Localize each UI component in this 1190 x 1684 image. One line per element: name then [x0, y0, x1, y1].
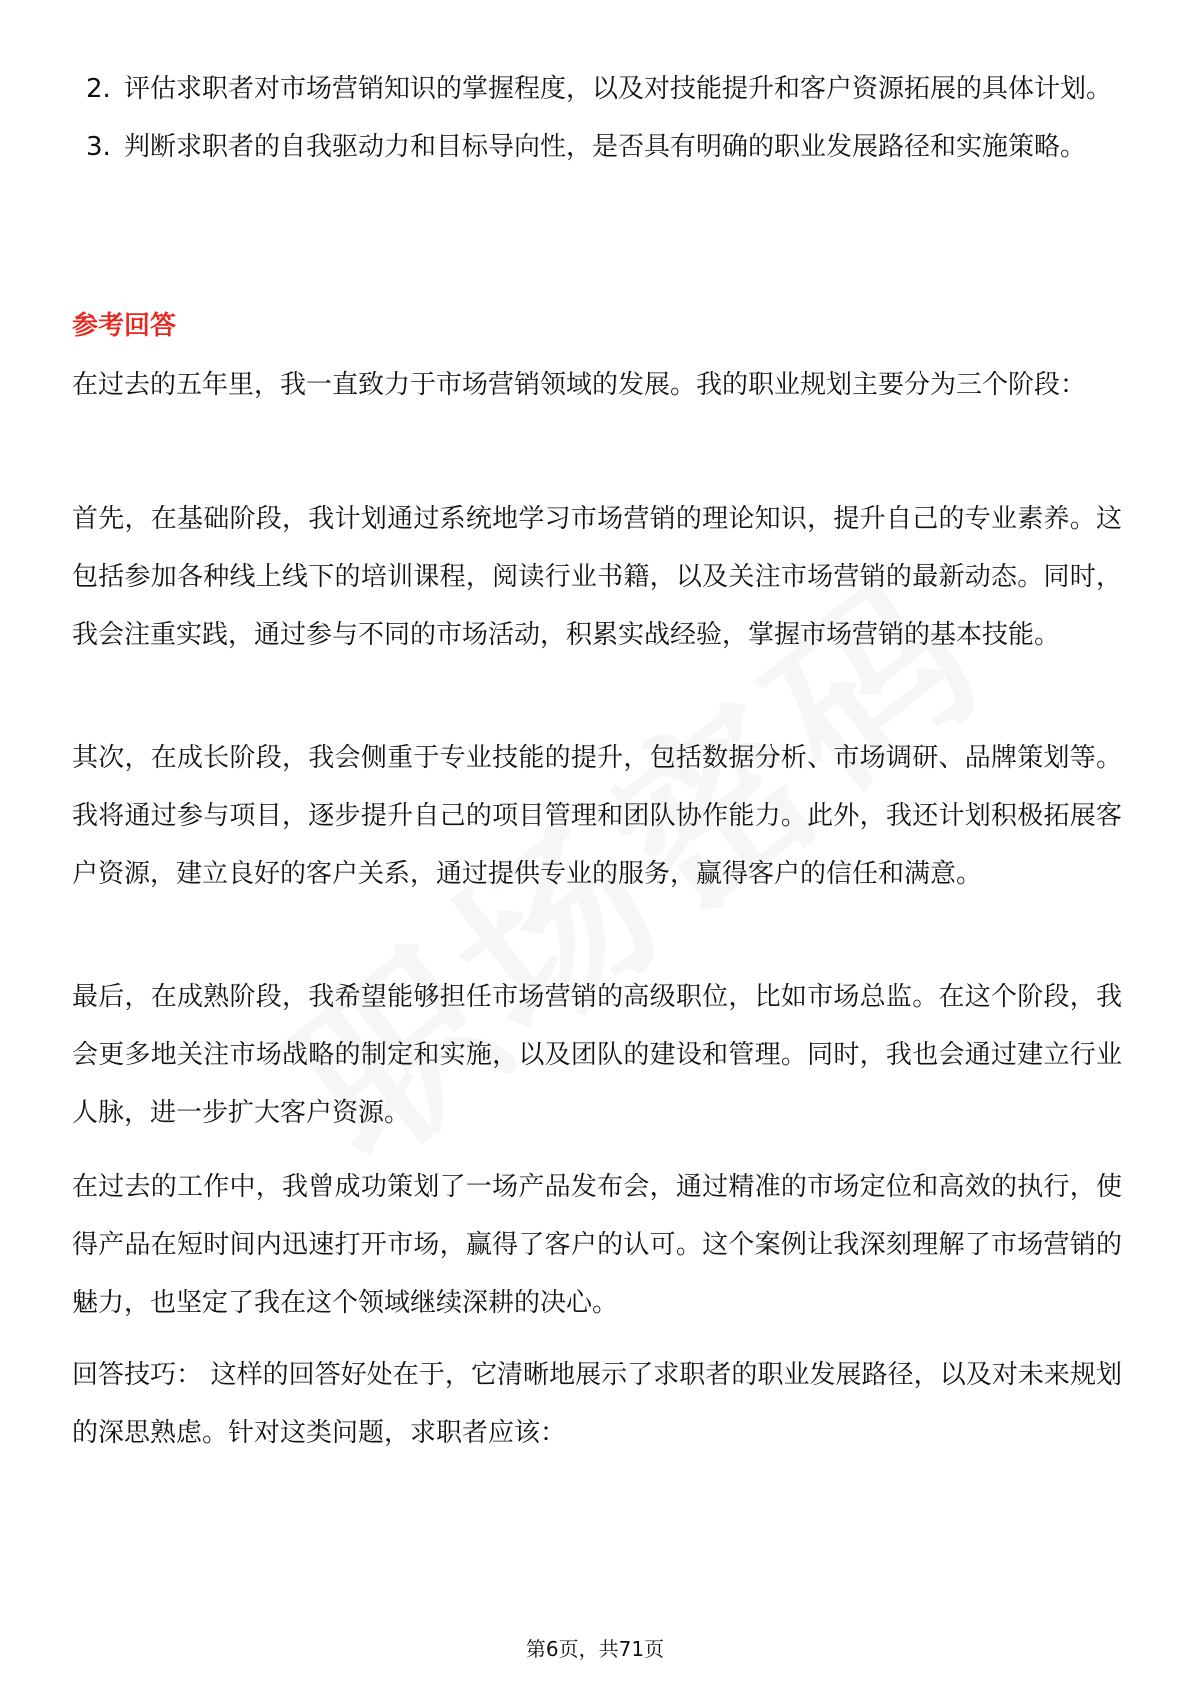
- paragraph-tips: 回答技巧： 这样的回答好处在于，它清晰地展示了求职者的职业发展路径，以及对未来规划的深思熟虑。针对这类问题，求职者应该：: [72, 1360, 1122, 1448]
- criteria-list: [72, 60, 1122, 176]
- paragraph-stage-basic: 首先，在基础阶段，我计划通过系统地学习市场营销的理论知识，提升自己的专业素养。这包括参加各种线上线下的培训课程，阅读行业书籍，以及关注市场营销的最新动态。同时，我会注重实践，通过参与不同的市场活动，积累实战经验，掌握市场营销的基本技能。: [72, 504, 1122, 650]
- paragraph-case: 在过去的工作中，我曾成功策划了一场产品发布会，通过精准的市场定位和高效的执行，使得产品在短时间内迅速打开市场，赢得了客户的认可。这个案例让我深刻理解了市场营销的魅力，也坚定了我在这个领域继续深耕的决心。: [72, 1172, 1122, 1318]
- section-heading: 参考回答: [72, 311, 177, 341]
- list-item-text: 判断求职者的自我驱动力和目标导向性，是否具有明确的职业发展路径和实施策略。: [124, 132, 1087, 162]
- list-item-text: 评估求职者对市场营销知识的掌握程度，以及对技能提升和客户资源拓展的具体计划。: [124, 74, 1113, 104]
- list-item: [72, 60, 1122, 118]
- list-item: [72, 118, 1122, 176]
- list-item-number: 2.: [86, 74, 111, 104]
- paragraph-intro: 在过去的五年里，我一直致力于市场营销领域的发展。我的职业规划主要分为三个阶段：: [72, 370, 1087, 400]
- paragraph-stage-growth: 其次，在成长阶段，我会侧重于专业技能的提升，包括数据分析、市场调研、品牌策划等。我将通过参与项目，逐步提升自己的项目管理和团队协作能力。此外，我还计划积极拓展客户资源，建立良好的客户关系，通过提供专业的服务，赢得客户的信任和满意。: [72, 743, 1122, 889]
- paragraph-stage-mature: 最后，在成熟阶段，我希望能够担任市场营销的高级职位，比如市场总监。在这个阶段，我会更多地关注市场战略的制定和实施，以及团队的建设和管理。同时，我也会通过建立行业人脉，进一步扩大客户资源。: [72, 982, 1122, 1128]
- page-number: 第6页，共71页: [525, 1637, 665, 1661]
- list-item-number: 3.: [86, 132, 111, 162]
